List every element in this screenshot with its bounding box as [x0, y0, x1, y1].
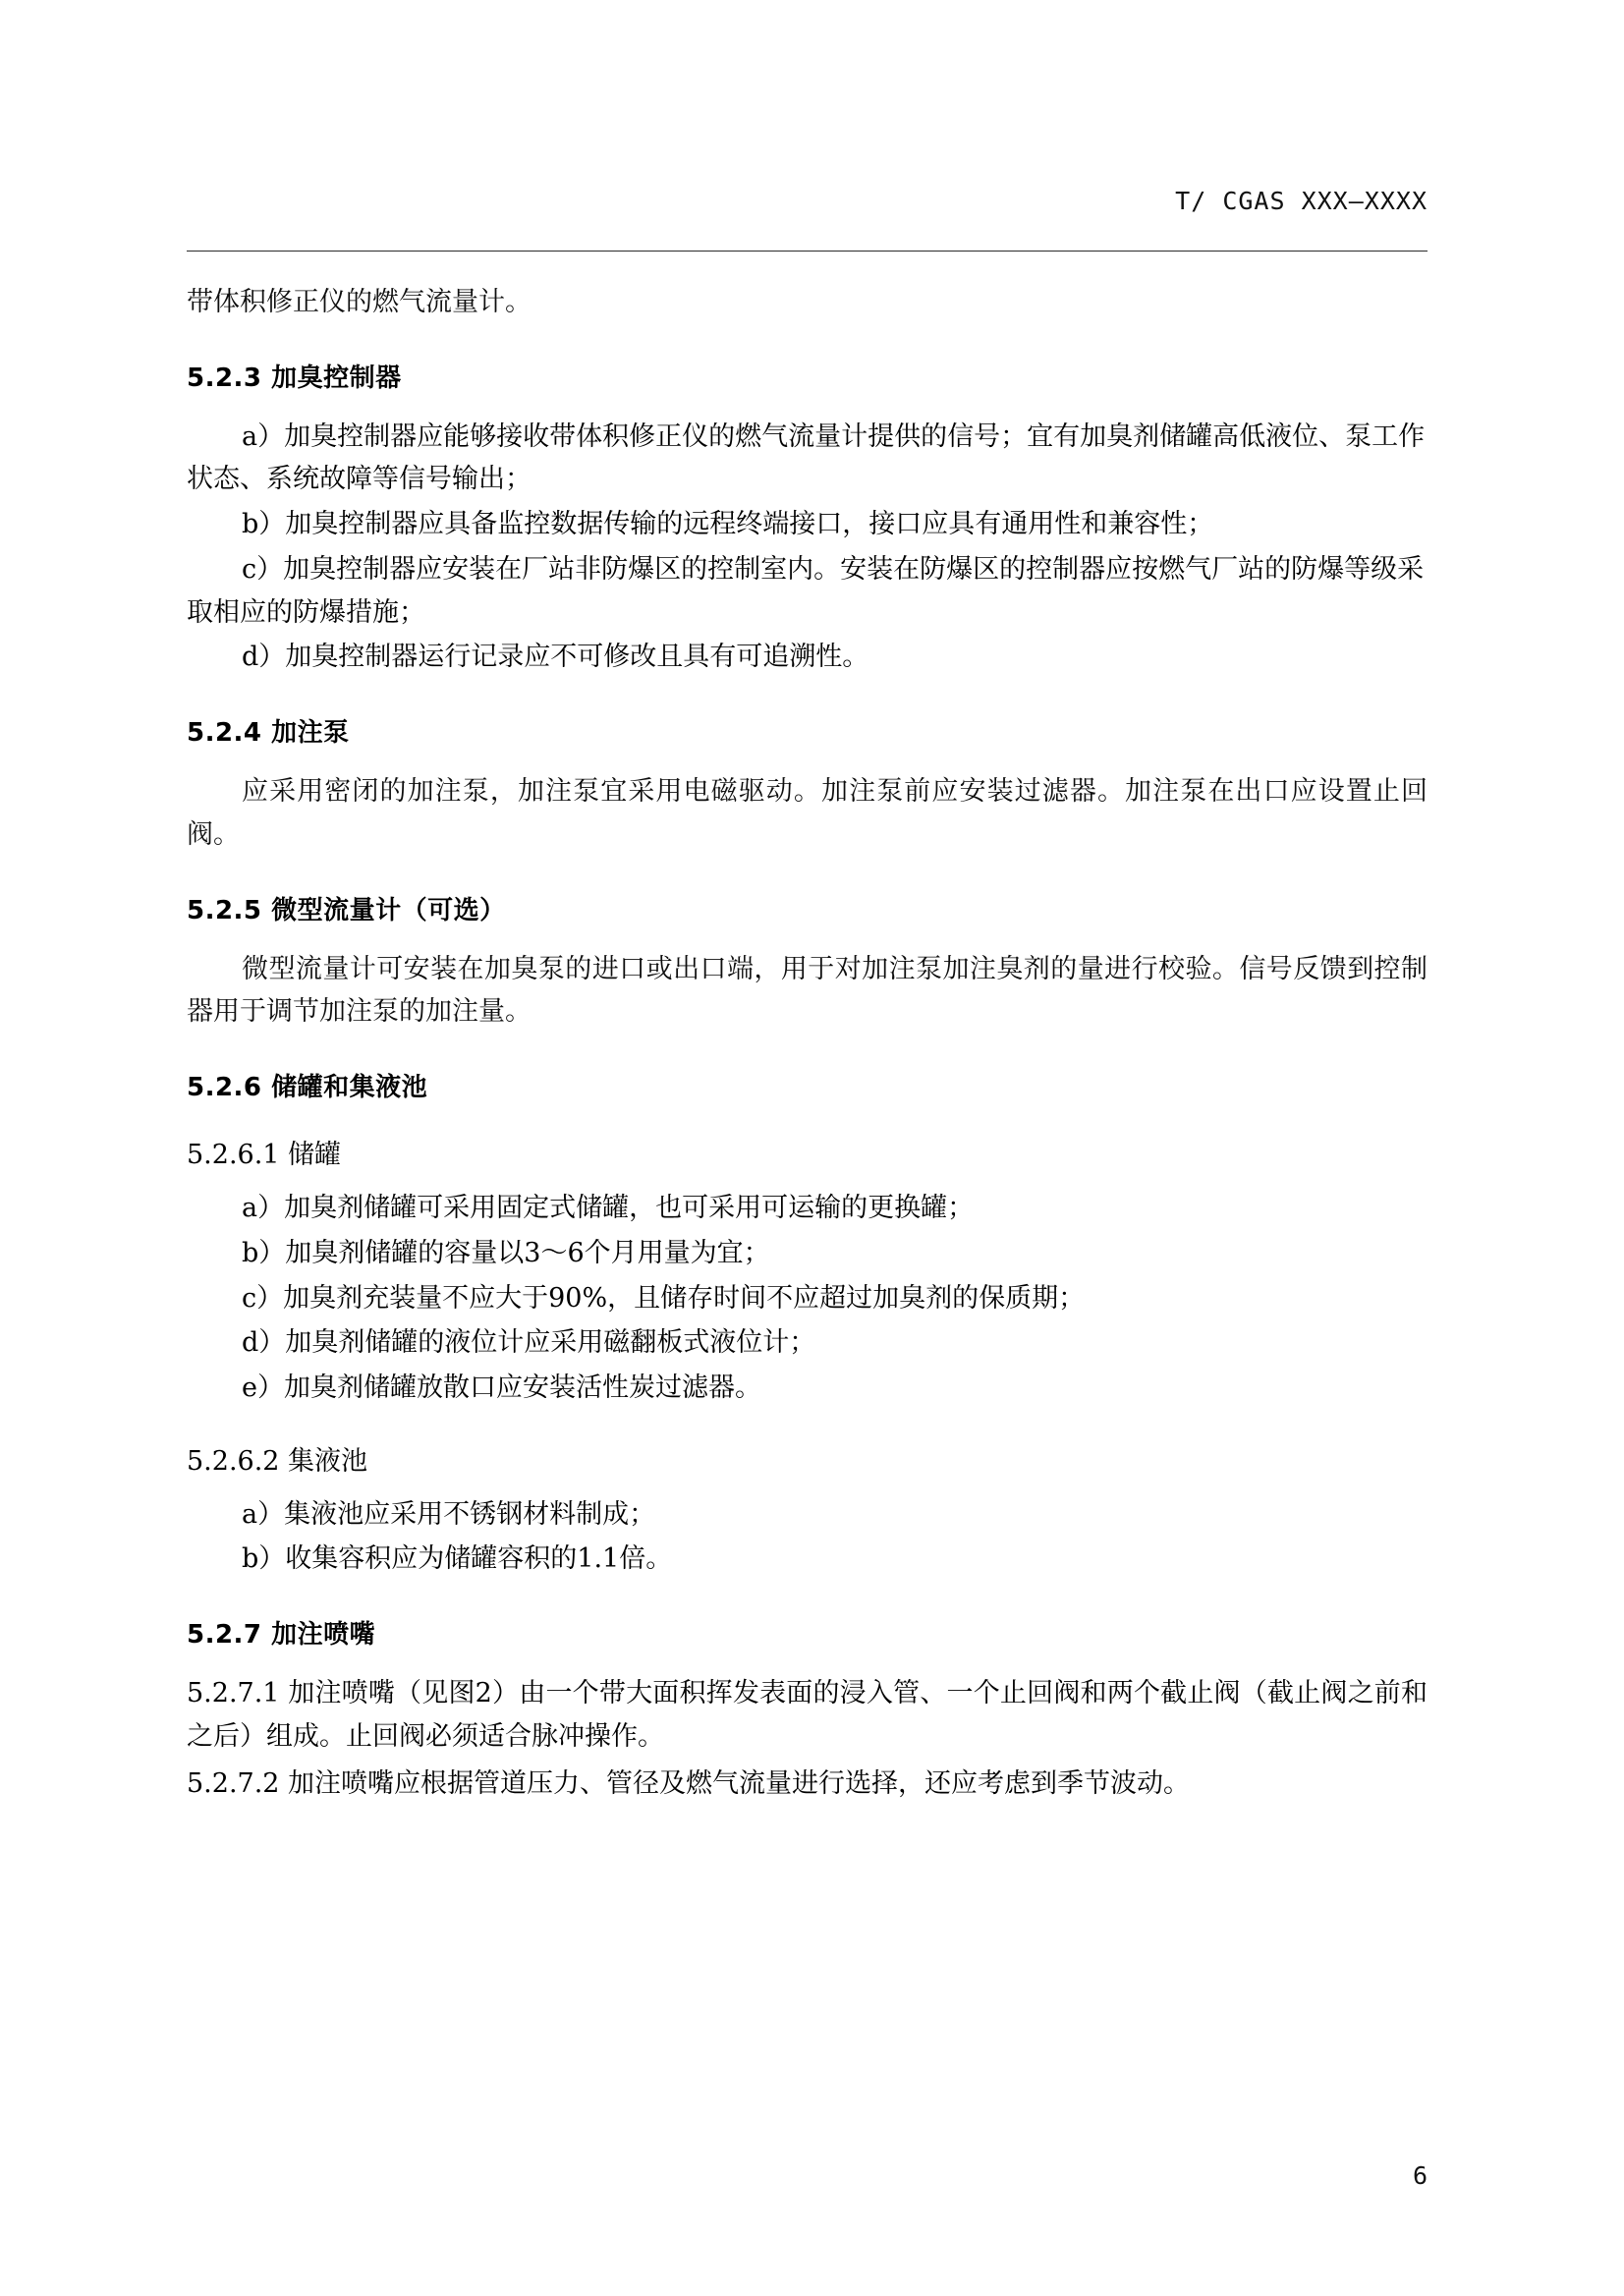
section-heading-5-2-4: 5.2.4 加注泵	[187, 718, 350, 749]
list-item: a）加臭剂储罐可采用固定式储罐，也可采用可运输的更换罐；	[242, 1193, 975, 1224]
list-item: e）加臭剂储罐放散口应安装活性炭过滤器。	[242, 1372, 761, 1404]
standard-code: T/ CGAS XXX—XXXX	[1175, 187, 1428, 215]
list-item: b）加臭控制器应具备监控数据传输的远程终端接口，接口应具有通用性和兼容性；	[242, 509, 1214, 540]
section-heading-5-2-6: 5.2.6 储罐和集液池	[187, 1073, 428, 1103]
list-item: a）集液池应采用不锈钢材料制成；	[242, 1498, 656, 1530]
section-5-2-7	[187, 1614, 1428, 1805]
section-5-2-5	[187, 890, 1428, 1034]
list-item: d）加臭剂储罐的液位计应采用磁翻板式液位计；	[242, 1327, 816, 1359]
list-item: b）收集容积应为储罐容积的1.1倍。	[242, 1543, 673, 1575]
numbered-paragraph: 5.2.7.2 加注喷嘴应根据管道压力、管径及燃气流量进行选择，还应考虑到季节波动。	[187, 1767, 1191, 1799]
section-paragraph: 微型流量计可安装在加臭泵的进口或出口端，用于对加注泵加注臭剂的量进行校验。信号反馈到控制器用于调节加注泵的加注量。	[187, 953, 1428, 1028]
section-5-2-4	[187, 712, 1428, 856]
list-item: b）加臭剂储罐的容量以3～6个月用量为宜；	[242, 1237, 770, 1268]
subsection-title-5-2-6-2: 5.2.6.2 集液池	[187, 1445, 368, 1477]
section-heading-5-2-3: 5.2.3 加臭控制器	[187, 363, 402, 393]
subsection-title-5-2-6-1: 5.2.6.1 储罐	[187, 1140, 342, 1171]
list-item: a）加臭控制器应能够接收带体积修正仪的燃气流量计提供的信号；宜有加臭剂储罐高低液位、泵工作状态、系统故障等信号输出；	[187, 420, 1426, 495]
section-heading-5-2-5: 5.2.5 微型流量计（可选）	[187, 895, 506, 925]
numbered-paragraph: 5.2.7.1 加注喷嘴（见图2）由一个带大面积挥发表面的浸入管、一个止回阀和两个截止阀（截止阀之前和之后）组成。止回阀必须适合脉冲操作。	[187, 1678, 1428, 1752]
carryover-paragraph: 带体积修正仪的燃气流量计。	[187, 287, 532, 317]
list-item: d）加臭控制器运行记录应不可修改且具有可追溯性。	[242, 642, 869, 673]
section-paragraph: 应采用密闭的加注泵，加注泵宜采用电磁驱动。加注泵前应安装过滤器。加注泵在出口应设置止回阀。	[187, 776, 1428, 850]
page-number: 6	[1412, 2161, 1428, 2190]
page-header	[187, 187, 1428, 215]
section-5-2-6	[187, 1067, 1428, 1581]
list-item: c）加臭控制器应安装在厂站非防爆区的控制室内。安装在防爆区的控制器应按燃气厂站的防爆等级采取相应的防爆措施；	[187, 553, 1425, 628]
section-5-2-3	[187, 358, 1428, 679]
list-item: c）加臭剂充装量不应大于90%，且储存时间不应超过加臭剂的保质期；	[242, 1282, 1086, 1314]
header-divider	[187, 251, 1428, 252]
section-heading-5-2-7: 5.2.7 加注喷嘴	[187, 1620, 376, 1651]
